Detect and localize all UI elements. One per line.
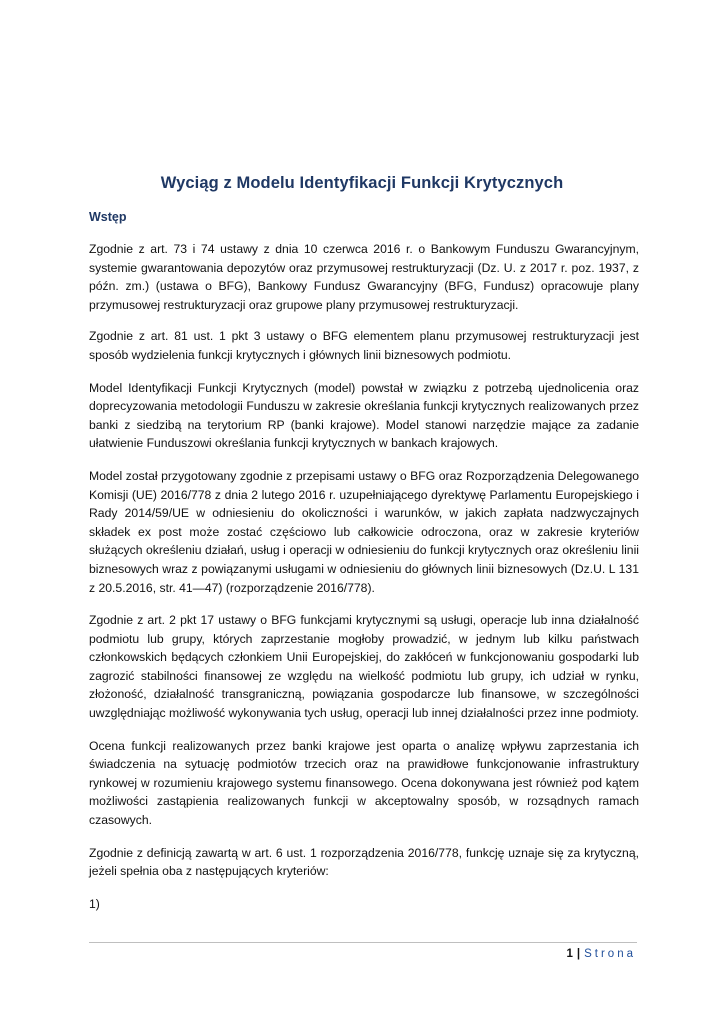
section-heading: Wstęp bbox=[89, 210, 127, 224]
paragraph-assessment: Ocena funkcji realizowanych przez banki krajowe jest oparta o analizę wpływu zaprzestania ich świadczenia na sytuację podmiotów trzecich oraz na prawidłowe funkcjonowanie infrastruktury rynkowej w rozumieniu krajowego systemu finansowego. Ocena dokonywana jest również pod kątem możliwości zastąpienia realizowanych funkcji w akceptowalny sposób, w rozsądnych ramach czasowych. bbox=[89, 738, 639, 828]
page-number: 1 bbox=[566, 948, 573, 960]
page-footer bbox=[566, 948, 636, 960]
paragraph-definition: Zgodnie z art. 2 pkt 17 ustawy o BFG funkcjami krytycznymi są usługi, operacje lub inna działalność podmiotu lub grupy, których zaprzestanie mogłoby prowadzić, w jednym lub kilku państwach członkowskich będących członkiem Unii Europejskiej, do zakłóceń w funkcjonowaniu gospodarki lub zagrozić stabilności finansowej ze względu na wielkość podmiotu lub grupy, ich udział w rynku, złożoność, działalność transgraniczną, powiązania gospodarcze lub finansowe, w szczególności uwzględniając możliwość wykonywania tych usług, operacji lub innej działalności przez inne podmioty. bbox=[89, 613, 639, 721]
paragraph-criteria-intro: Zgodnie z definicją zawartą w art. 6 ust. 1 rozporządzenia 2016/778, funkcję uznaje się za krytyczną, jeżeli spełnia oba z następujących kryteriów: bbox=[89, 845, 639, 879]
footer-separator: | bbox=[576, 948, 581, 960]
page-label: Strona bbox=[584, 948, 636, 960]
paragraph-plan-element: Zgodnie z art. 81 ust. 1 pkt 3 ustawy o BFG elementem planu przymusowej restrukturyzacji jest sposób wydzielenia funkcji krytycznych i głównych linii biznesowych podmiotu. bbox=[89, 329, 639, 362]
footer-divider bbox=[89, 942, 637, 943]
document-title: Wyciąg z Modelu Identyfikacji Funkcji Krytycznych bbox=[160, 174, 564, 192]
paragraph-regulation: Model został przygotowany zgodnie z przepisami ustawy o BFG oraz Rozporządzenia Delegowanego Komisji (UE) 2016/778 z dnia 2 lutego 2016 r. uzupełniającego dyrektywę Parlamentu Europejskiego i Rady 2014/59/UE w odniesieniu do okoliczności i warunków, w jakich zapłata nadzwyczajnych składek ex post może zostać częściowo lub całkowicie odroczona, oraz w zakresie kryteriów służących określeniu działań, usług i operacji w odniesieniu do funkcji krytycznych oraz określeniu linii biznesowych wraz z powiązanymi usługami w odniesieniu do głównych linii biznesowych (Dz.U. L 131 z 20.5.2016, str. 41—47) (rozporządzenie 2016/778). bbox=[89, 468, 639, 595]
document-body bbox=[89, 240, 639, 927]
list-item-marker: 1) bbox=[89, 896, 100, 911]
paragraph-model-purpose: Model Identyfikacji Funkcji Krytycznych (model) powstał w związku z potrzebą ujednolicenia oraz doprecyzowania metodologii Funduszu w zakresie określania funkcji krytycznych realizowanych przez banki z siedzibą na terytorium RP (banki krajowe). Model stanowi narzędzie mające za zadanie ułatwienie Funduszowi określania funkcji krytycznych w bankach krajowych. bbox=[89, 380, 639, 451]
paragraph-legal-basis: Zgodnie z art. 73 i 74 ustawy z dnia 10 czerwca 2016 r. o Bankowym Funduszu Gwarancyjnym, systemie gwarantowania depozytów oraz przymusowej restrukturyzacji (Dz. U. z 2017 r. poz. 1937, z późn. zm.) (ustawa o BFG), Bankowy Fundusz Gwarancyjny (BFG, Fundusz) opracowuje plany przymusowej restrukturyzacji oraz grupowe plany przymusowej restrukturyzacji. bbox=[89, 242, 639, 312]
